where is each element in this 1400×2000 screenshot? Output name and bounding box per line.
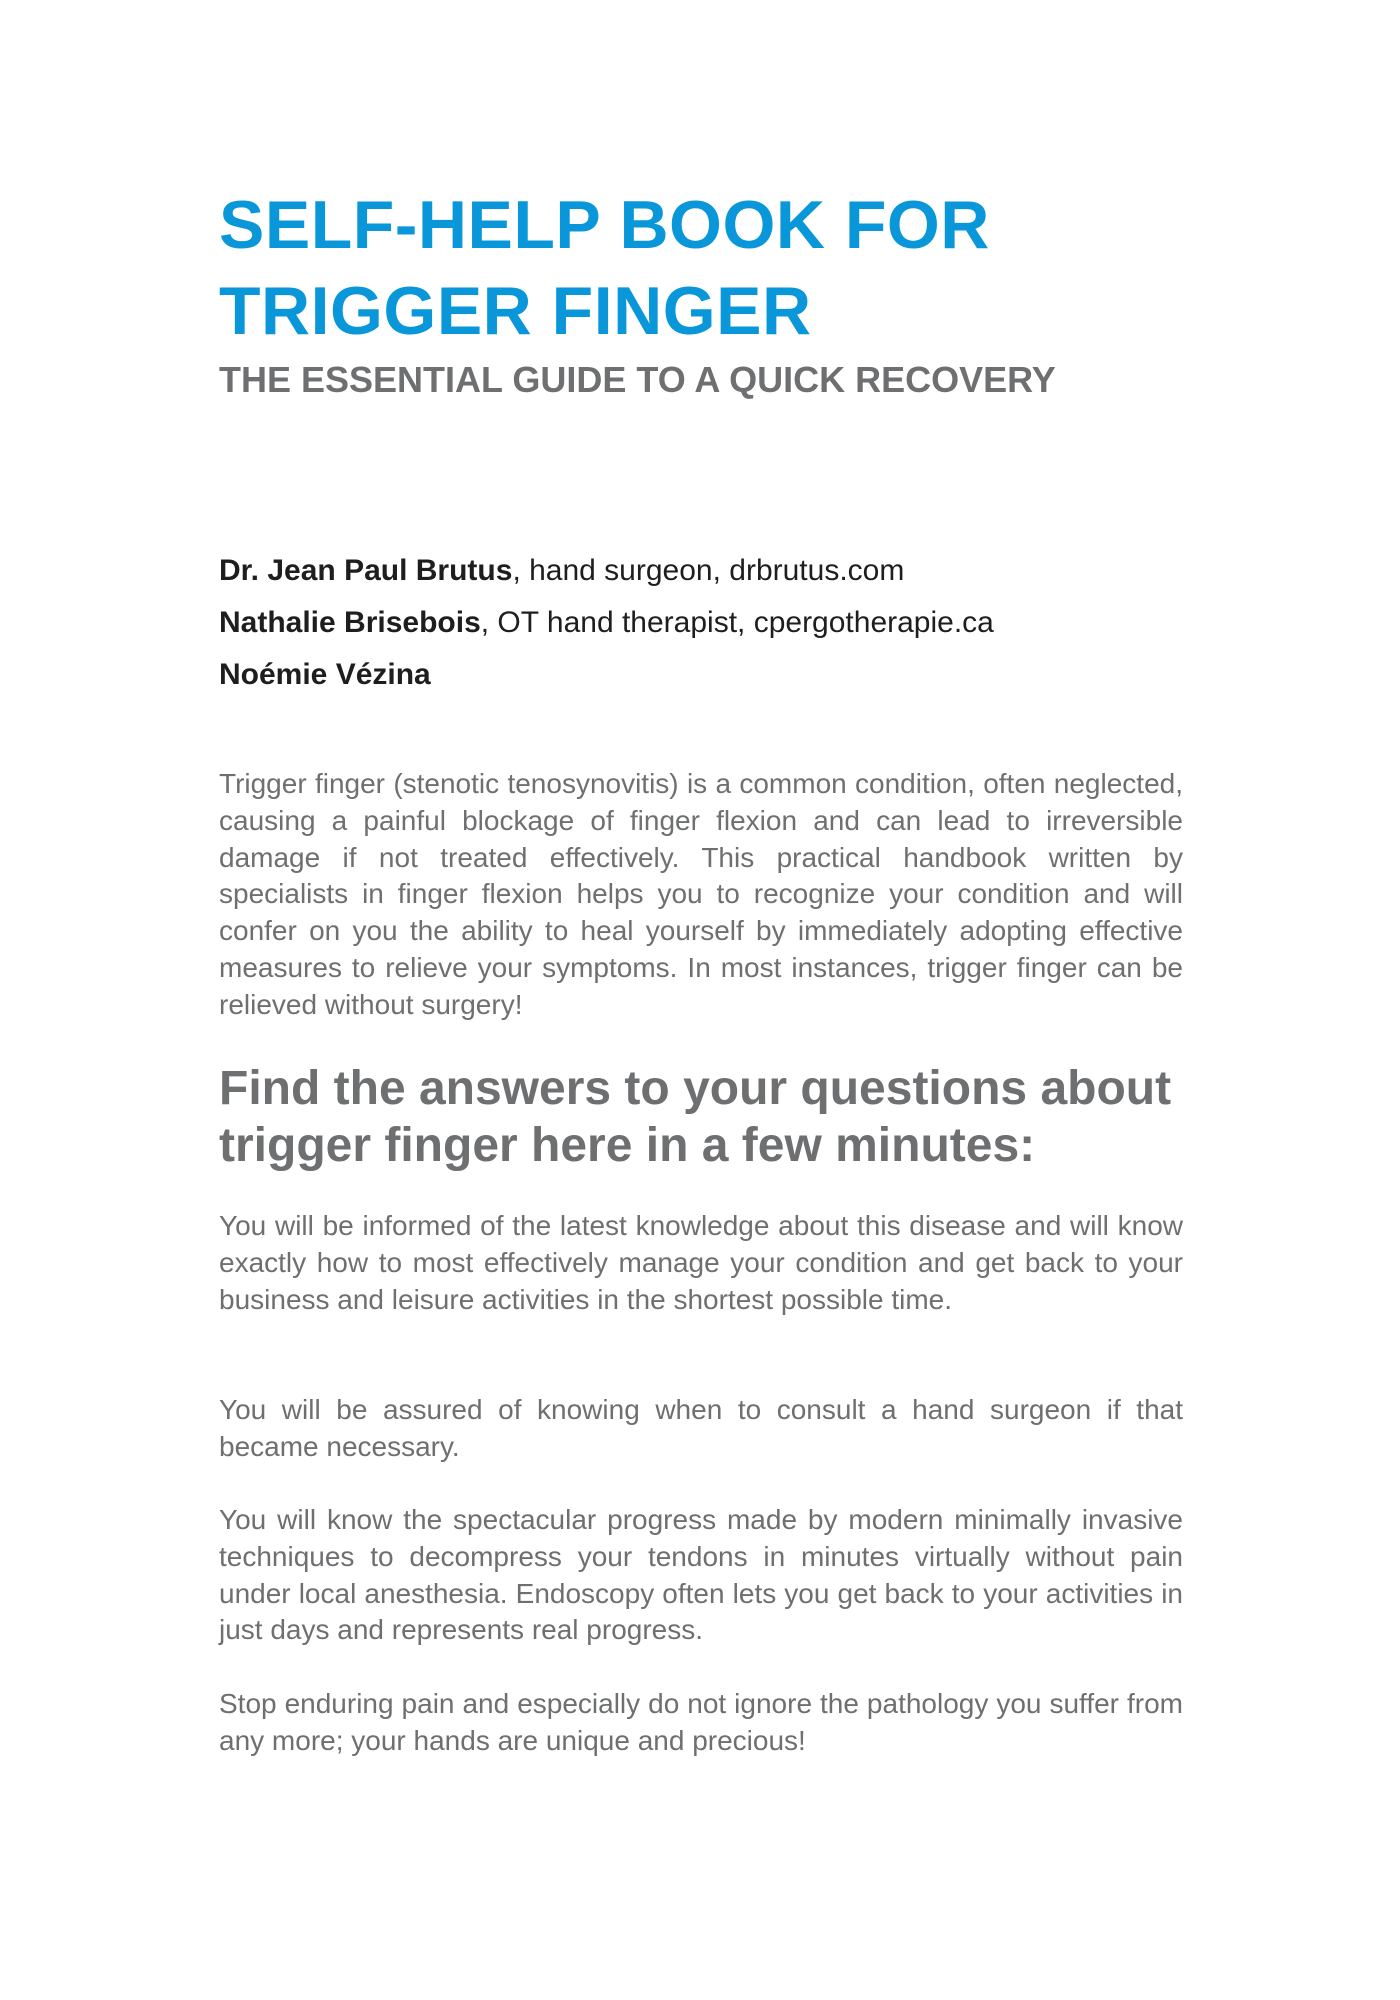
body-paragraph-consult: You will be assured of knowing when to consult a hand surgeon if that became necessary. bbox=[219, 1394, 1183, 1462]
intro-paragraph: Trigger finger (stenotic tenosynovitis) is a common condition, often neglected, causing a painful blockage of finger flexion and can lead to irreversible damage if not treated effectively. This practical handbook written by specialists in finger flexion helps you to recognize your condition and will confer on you the ability to heal yourself by immediately adopting effective measures to relieve your symptoms. In most instances, trigger finger can be relieved without surgery! bbox=[219, 768, 1183, 1020]
author-line bbox=[219, 649, 1183, 701]
body-paragraph-knowledge: You will be informed of the latest knowledge about this disease and will know exactly how to most effectively manage your condition and get back to your business and leisure activities in the shortest possible time. bbox=[219, 1210, 1183, 1315]
author-line bbox=[219, 597, 1183, 649]
author-line bbox=[219, 545, 1183, 597]
author-role: , OT hand therapist, cpergotherapie.ca bbox=[480, 606, 994, 639]
book-title-line-1: SELF-HELP BOOK FOR bbox=[219, 187, 990, 263]
book-title-line-2: TRIGGER FINGER bbox=[219, 273, 812, 349]
author-name: Noémie Vézina bbox=[219, 658, 431, 691]
author-role: , hand surgeon, drbrutus.com bbox=[512, 554, 905, 587]
book-title bbox=[219, 182, 1183, 354]
author-list bbox=[219, 545, 1183, 701]
body-paragraph-closing: Stop enduring pain and especially do not ignore the pathology you suffer from any more; your hands are unique and precious! bbox=[219, 1688, 1183, 1756]
section-heading bbox=[219, 1060, 1183, 1174]
author-name: Nathalie Brisebois bbox=[219, 606, 481, 639]
author-name: Dr. Jean Paul Brutus bbox=[219, 554, 513, 587]
section-heading-line-2: trigger finger here in a few minutes: bbox=[219, 1119, 1036, 1172]
section-heading-line-1: Find the answers to your questions about bbox=[219, 1062, 1172, 1115]
body-paragraph-techniques: You will know the spectacular progress made by modern minimally invasive techniques to decompress your tendons in minutes virtually without pain under local anesthesia. Endoscopy often lets you get back to your activities in just days and represents real progress. bbox=[219, 1504, 1183, 1646]
book-subtitle: THE ESSENTIAL GUIDE TO A QUICK RECOVERY bbox=[219, 359, 1056, 400]
